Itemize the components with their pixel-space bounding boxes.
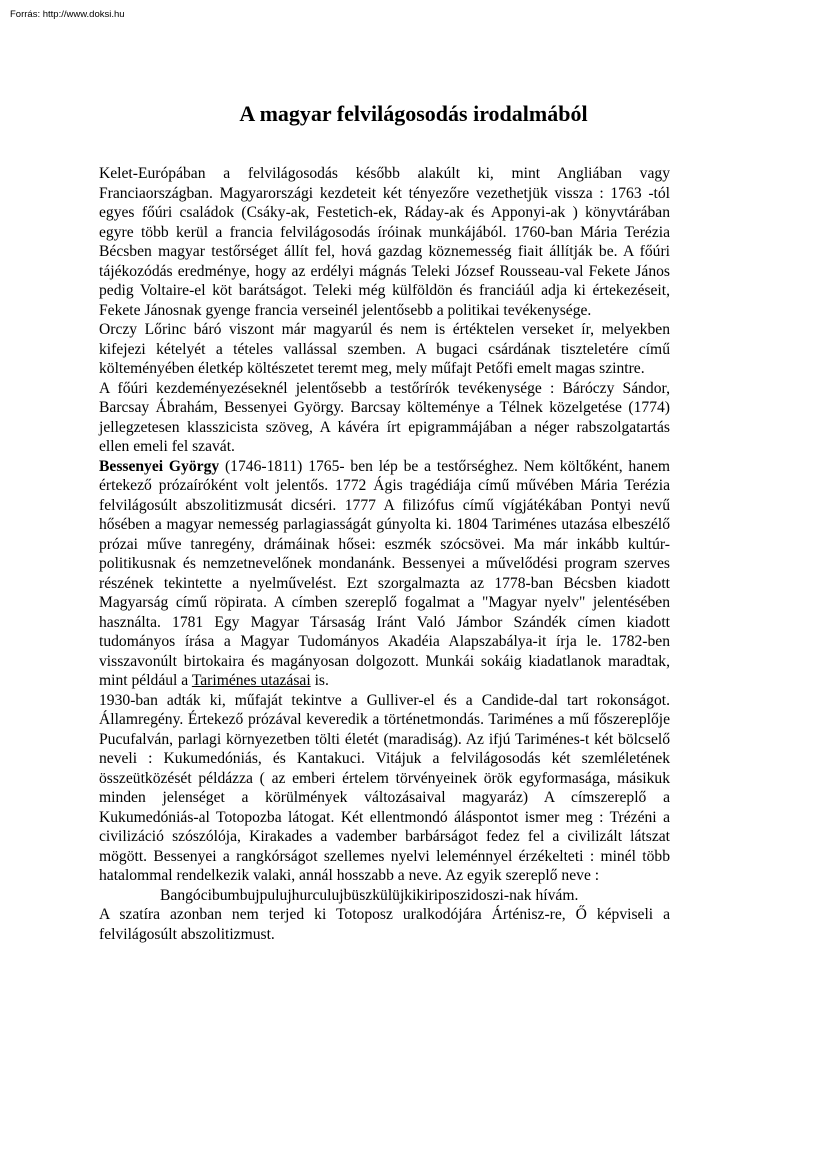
paragraph-closing: A szatíra azonban nem terjed ki Totoposz uralkodójára Árténisz-re, Ő képviseli a felvilágosúlt abszolitizmust. bbox=[99, 906, 670, 943]
bessenyei-text: (1746-1811) 1765- ben lép be a testőrséghez. Nem költőként, hanem értekező prózaíróként volt jelentős. 1772 Ágis tragédiája című művében Mária Terézia felvilágosúlt abszolitizmusát dicséri. 1777 A filizófus című vígjátékában Pontyi nevű hősében a magyar nemesség parlagiasságát gúnyolta ki. 1804 Tariménes utazása elbeszélő prózai műve tanregény, drámáinak hősei: eszmék szócsövei. Ma már inkább kultúr-politikusnak és nemzetnevelőnek mondanánk. Bessenyei a művelődési program szerves részének tekintette a nyelművelést. Ezt szorgalmazta az 1778-ban Bécsben kiadott Magyarság című röpirata. A címben szereplő fogalmat a "Magyar nyelv" jelentésében használta. 1781 Egy Magyar Társaság Iránt Való Jámbor Szándék címen kiadott tudományos írása a Magyar Tudományos Akadéia Alapszabálya-it írja le. 1782-ben visszavonúlt birtokaira és magányosan dolgozott. Munkái sokáig kiadatlanok maradtak, mint például a bbox=[99, 457, 670, 689]
document-body bbox=[99, 164, 670, 944]
bessenyei-text-end: is. bbox=[310, 672, 329, 689]
bessenyei-name: Bessenyei György bbox=[99, 457, 220, 475]
tarimenes-link[interactable]: Tariménes utazásai bbox=[191, 672, 311, 689]
paragraph-guard-writers: A főúri kezdeményezéseknél jelentősebb a testőrírók tevékenysége : Báróczy Sándor, Barcsay Ábrahám, Bessenyei György. Barcsay költeménye a Télnek közelgetése (1774) jellegzetesen klasszicista szöveg, A kávéra írt epigrammájában a néger rabszolgatartás ellen emeli fel szavát. bbox=[99, 379, 670, 455]
source-note: Forrás: http://www.doksi.hu bbox=[10, 9, 125, 20]
paragraph-orczy: Orczy Lőrinc báró viszont már magyarúl és nem is értéktelen verseket ír, melyekben kifejezi kételyét a tételes vallással szemben. A bugaci csárdának tiszteletére című költeményében életkép költészetet teremt meg, mely műfajt Petőfi emelt magas szintre. bbox=[99, 321, 670, 377]
paragraph-bessenyei bbox=[99, 457, 670, 691]
page-title: A magyar felvilágosodás irodalmából bbox=[239, 101, 588, 126]
paragraph-tarimenes: 1930-ban adták ki, műfaját tekintve a Gulliver-el és a Candide-dal tart rokonságot. Államregény. Értekező prózával keveredik a történetmondás. Tariménes a mű főszereplője Pucufalván, parlagi környezetben tölti életét (maradiság). Az ifjú Tariménes-t két bölcselő neveli : Kukumedóniás, és Kantakuci. Vitájuk a felvilágosodás két szemléletének összeütközését példázza ( az emberi értelem törvényeinek örök egyformasága, másikuk minden jelenséget a körülmények változásaival magyaráz) A címszereplő a Kukumedóniás-al Totopozba látogat. Két ellentmondó áláspontot ismer meg : Trézéni a civilizáció szószólója, Kirakades a vadember barbárságot fedez fel a civilizált látszat mögött. Bessenyei a rangkórságot szellemes nyelvi leleménnyel érzékelteti : minél több hatalommal rendelkezik valaki, annál hosszabb a neve. Az egyik szereplő neve : bbox=[99, 691, 670, 884]
paragraph-enlightenment-origins: Kelet-Európában a felvilágosodás később alakúlt ki, mint Angliában vagy Franciaországban. Magyarországi kezdeteit két tényezőre vezethetjük vissza : 1763 -tól egyes főúri családok (Csáky-ak, Festetich-ek, Ráday-ak és Apponyi-ak ) könyvtárában egyre több kerül a francia felvilágosodás íróinak munkájából. 1760-ban Mária Terézia Bécsben magyar testőrséget állít fel, hová gazdag köznemesség fiait állítják be. A főúri tájékozódás eredménye, hogy az erdélyi mágnás Teleki József Rousseau-val Fekete János pedig Voltaire-el köt barátságot. Teleki még külföldön és franciáúl adja ki értekezéseit, Fekete Jánosnak gyenge francia verseinél jelentősebb a politikai tevékenysége. bbox=[99, 165, 670, 319]
character-name-quote: Bangócibumbujpulujhurculujbüszkülüjkikiriposzidoszi-nak hívám. bbox=[160, 886, 579, 904]
